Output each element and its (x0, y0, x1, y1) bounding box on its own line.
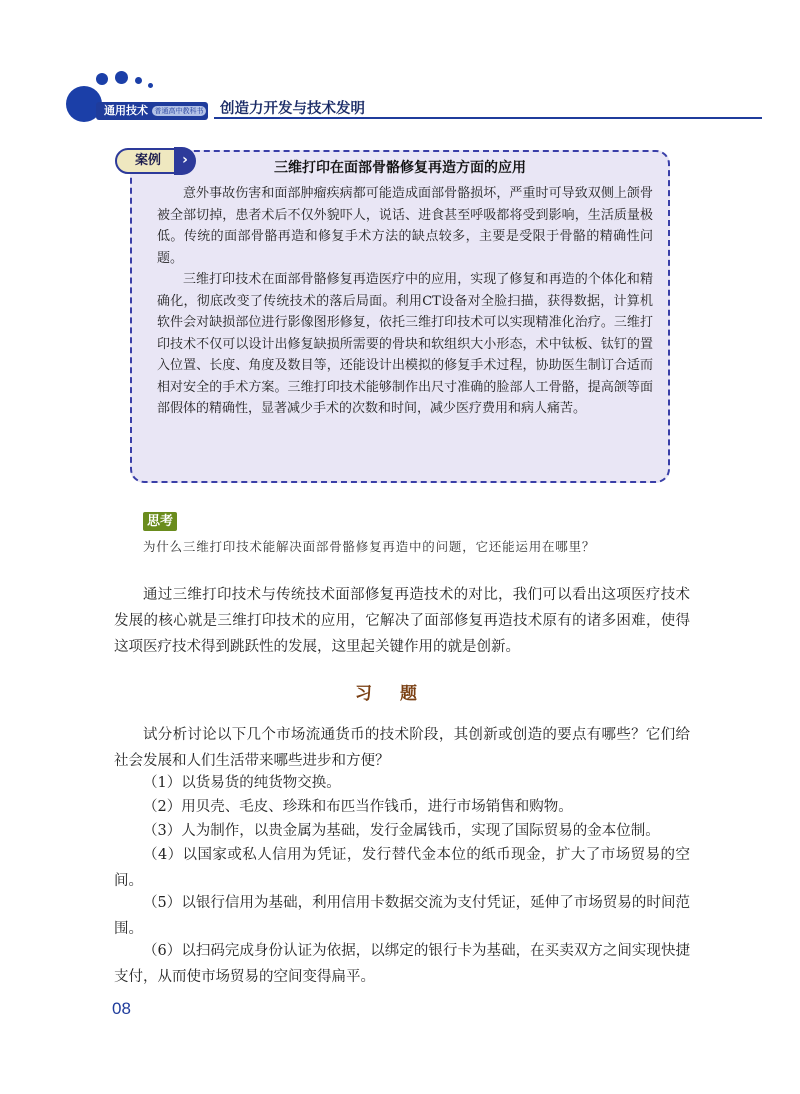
exercise-item-5: （5）以银行信用为基础，利用信用卡数据交流为支付凭证，延伸了市场贸易的时间范围。 (114, 895, 690, 937)
header-chapter-title: 创造力开发与技术发明 (220, 101, 365, 117)
case-body (157, 183, 653, 420)
think-question: 为什么三维打印技术能解决面部骨骼修复再造中的问题，它还能运用在哪里？ (143, 539, 596, 554)
case-paragraph-2: 三维打印技术在面部骨骼修复再造医疗中的应用，实现了修复和再造的个体化和精确化，彻底改变了传统技术的落后局面。利用CT设备对全脸扫描，获得数据，计算机软件会对缺损部位进行影像图形修复，依托三维打印技术可以实现精准化治疗。三维打印技术不仅可以设计出修复缺损所需要的骨块和软组织大小形态，术中钛板、钛钉的置入位置、长度、角度及数目等，还能设计出模拟的修复手术过程，协助医生制订合适而相对安全的手术方案。三维打印技术能够制作出尺寸准确的脸部人工骨骼，提高颌等面部假体的精确性，显著减少手术的次数和时间，减少医疗费用和病人痛苦。 (157, 272, 653, 416)
header-dot-medium (96, 73, 108, 85)
case-title: 三维打印在面部骨骼修复再造方面的应用 (274, 160, 526, 176)
exercise-item-6: （6）以扫码完成身份认证为依据，以绑定的银行卡为基础，在买卖双方之间实现快捷支付，从而使市场贸易的空间变得扁平。 (114, 943, 690, 985)
think-label: 思考 (143, 512, 177, 531)
page-number: 08 (112, 999, 131, 1018)
header-dot-small (135, 77, 142, 84)
header-dot-tiny (148, 83, 153, 88)
case-paragraph-1: 意外事故伤害和面部肿瘤疾病都可能造成面部骨骼损坏，严重时可导致双侧上颌骨被全部切掉，患者术后不仅外貌吓人，说话、进食甚至呼吸都将受到影响，生活质量极低。传统的面部骨骼再造和修复手术方法的缺点较多，主要是受限于骨骼的精确性问题。 (157, 186, 653, 266)
exercise-intro: 试分析讨论以下几个市场流通货币的技术阶段，其创新或创造的要点有哪些？它们给社会发展和人们生活带来哪些进步和方便？ (114, 727, 690, 769)
exercise-item-2: （2）用贝壳、毛皮、珍珠和布匹当作钱币，进行市场销售和购物。 (143, 799, 573, 815)
chevron-right-icon: › (174, 147, 196, 175)
header-series-badge: 普通高中教科书 (152, 106, 206, 116)
body-paragraph: 通过三维打印技术与传统技术面部修复再造技术的对比，我们可以看出这项医疗技术发展的核心就是三维打印技术的应用，它解决了面部修复再造技术原有的诸多困难，使得这项医疗技术得到跳跃性的发展，这里起关键作用的就是创新。 (114, 587, 690, 655)
header-book-title: 通用技术 (104, 104, 148, 117)
header-dot-medium-2 (115, 71, 128, 84)
case-tag: 案例 (115, 148, 181, 174)
exercise-item-3: （3）人为制作，以贵金属为基础，发行金属钱币，实现了国际贸易的金本位制。 (143, 823, 660, 839)
exercise-item-1: （1）以货易货的纯货物交换。 (143, 775, 341, 791)
header-rule (214, 117, 762, 119)
exercise-item-4: （4）以国家或私人信用为凭证，发行替代金本位的纸币现金，扩大了市场贸易的空间。 (114, 847, 690, 889)
exercise-title: 习题 (355, 684, 445, 704)
